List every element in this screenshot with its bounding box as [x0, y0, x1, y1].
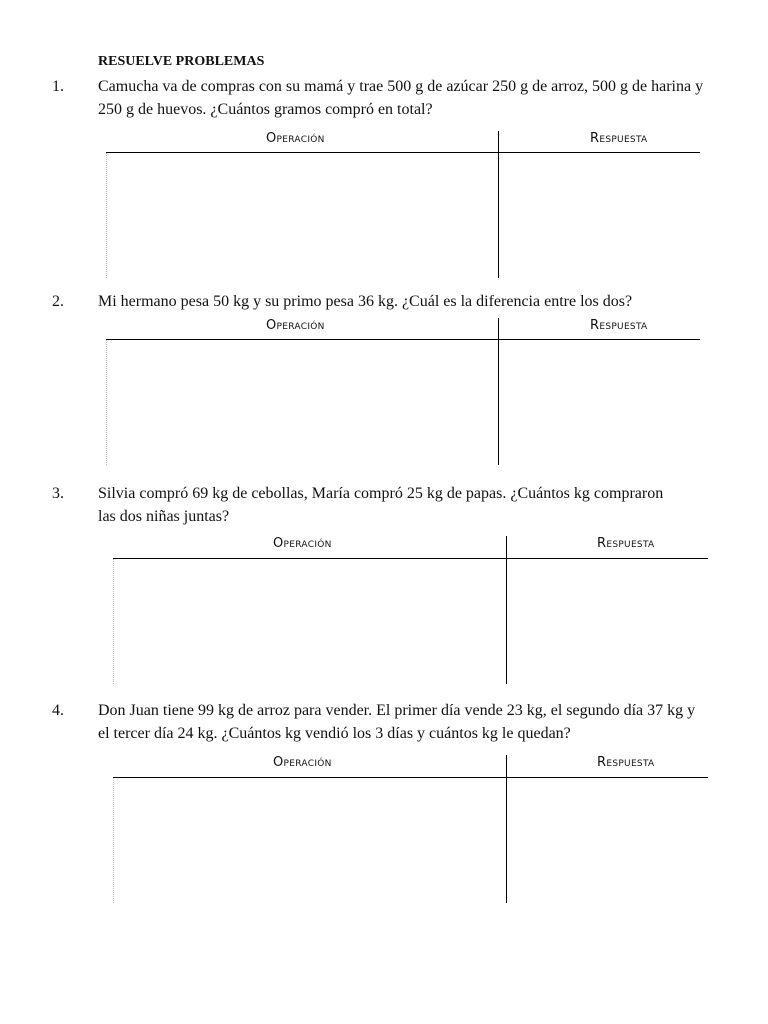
problem-number: 2. — [52, 293, 64, 310]
answer-table-3 — [113, 536, 708, 684]
operation-header: Operación — [266, 318, 325, 333]
problem-1 — [0, 75, 768, 125]
problem-4 — [0, 699, 768, 749]
problem-text: Don Juan tiene 99 kg de arroz para vender. El primer día vende 23 kg, el segundo día 37 kg y el tercer día 24 kg. ¿Cuántos kg vendió los 3 días y cuántos kg le quedan? — [98, 702, 696, 742]
answer-header: Respuesta — [597, 536, 655, 551]
problem-number: 4. — [52, 702, 64, 719]
worksheet-title: RESUELVE PROBLEMAS — [98, 54, 265, 69]
problem-2 — [0, 290, 768, 316]
left-margin-line — [106, 153, 107, 278]
answer-table-4 — [113, 755, 708, 903]
answer-header: Respuesta — [590, 131, 648, 146]
problem-number: 1. — [52, 78, 64, 95]
operation-header: Operación — [273, 755, 332, 770]
column-divider — [498, 131, 499, 278]
problem-text: Mi hermano pesa 50 kg y su primo pesa 36 kg. ¿Cuál es la diferencia entre los dos? — [98, 293, 633, 310]
header-rule — [113, 777, 708, 778]
answer-header: Respuesta — [590, 318, 648, 333]
operation-header: Operación — [266, 131, 325, 146]
answer-table-1 — [106, 131, 700, 278]
problem-3 — [0, 482, 768, 532]
column-divider — [506, 536, 507, 684]
header-rule — [113, 558, 708, 559]
answer-table-2 — [106, 318, 700, 465]
operation-header: Operación — [273, 536, 332, 551]
column-divider — [506, 755, 507, 903]
left-margin-line — [106, 340, 107, 465]
problem-number: 3. — [52, 485, 64, 502]
left-margin-line — [113, 559, 114, 684]
answer-header: Respuesta — [597, 755, 655, 770]
problem-text: Camucha va de compras con su mamá y trae 500 g de azúcar 250 g de arroz, 500 g de harina y 250 g de huevos. ¿Cuántos gramos compró en total? — [98, 78, 704, 118]
problem-text: Silvia compró 69 kg de cebollas, María compró 25 kg de papas. ¿Cuántos kg compraron las dos niñas juntas? — [98, 485, 664, 525]
column-divider — [498, 318, 499, 465]
header-rule — [106, 339, 700, 340]
left-margin-line — [113, 778, 114, 903]
header-rule — [106, 152, 700, 153]
